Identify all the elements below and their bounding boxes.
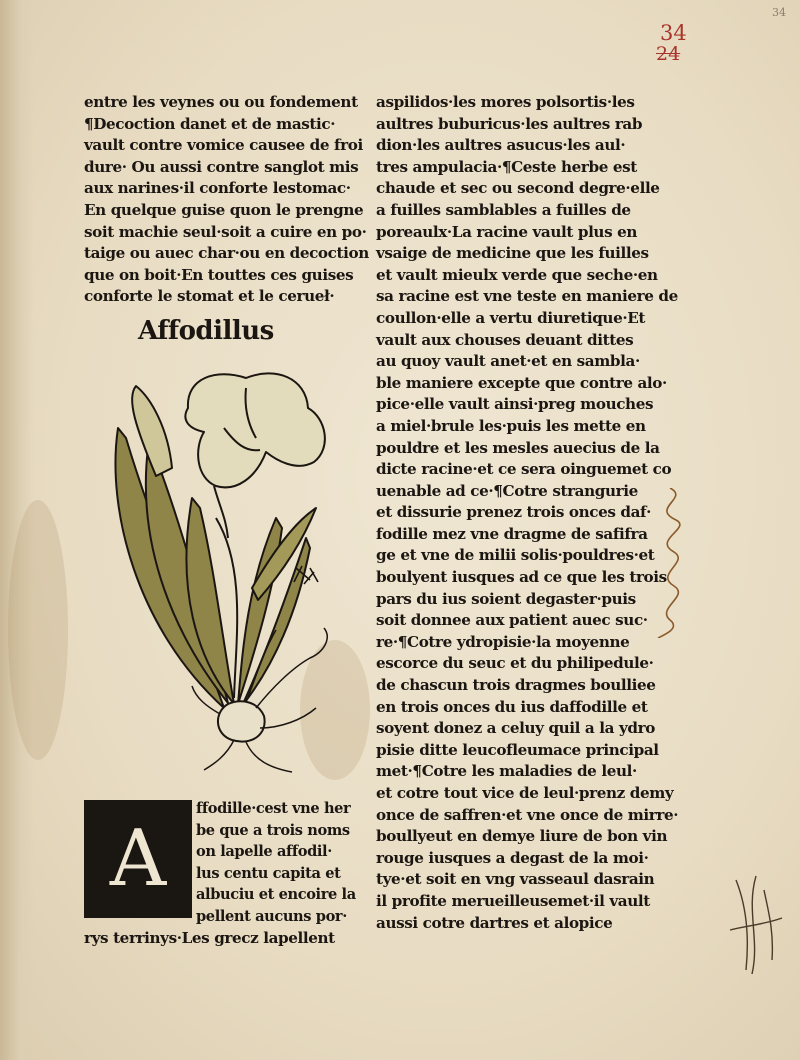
handwritten-margin-note	[716, 870, 786, 980]
text-line: entre les veynes ou ou fondement	[84, 93, 358, 111]
left-column-continuation	[196, 798, 356, 928]
text-line: boulyent iusques ad ce que les trois	[376, 568, 667, 587]
text-line: soit machie seul·soit a cuire en po·	[84, 222, 367, 241]
text-line: pellent aucuns por·	[196, 907, 347, 925]
text-line: poreaulx·La racine vault plus en	[376, 222, 638, 241]
text-line: escorce du seuc et du philipedule·	[376, 654, 654, 673]
text-line: fodille mez vne dragme de safifra	[376, 524, 648, 543]
text-line: soit donnee aux patient auec suc·	[376, 611, 648, 630]
text-line: aspilidos·les mores polsortis·les	[376, 93, 635, 111]
text-line: on lapelle affodil·	[196, 843, 332, 861]
text-line: pice·elle vault ainsi·preg mouches	[376, 395, 654, 414]
text-line: que on boit·En touttes ces guises	[84, 265, 354, 284]
decorated-initial	[84, 800, 192, 918]
text-line: a miel·brule les·puis les mette en	[376, 416, 646, 435]
margin-scribble	[640, 488, 690, 638]
text-line: et dissurie prenez trois onces daf·	[376, 503, 652, 522]
text-line: albuciu et encoire la	[196, 886, 356, 904]
text-line: ble maniere excepte que contre alo·	[376, 373, 667, 392]
text-line: tye·et soit en vng vasseaul dasrain	[376, 870, 655, 889]
text-line: pouldre et les mesles auecius de la	[376, 438, 660, 457]
left-column-text	[84, 92, 369, 308]
text-line: vault contre vomice causee de froi	[84, 136, 363, 155]
text-line: ge et vne de milii solis·pouldres·et	[376, 546, 655, 565]
text-line: taige ou auec char·ou en decoction	[84, 244, 369, 263]
text-line: dure· Ou aussi contre sanglot mis	[84, 157, 359, 176]
text-line: ¶Decoction danet et de mastic·	[84, 114, 336, 133]
text-line: chaude et sec ou second degre·elle	[376, 179, 660, 198]
paper-stain	[8, 500, 68, 760]
text-line: re·¶Cotre ydropisie·la moyenne	[376, 632, 630, 651]
text-line: once de saffren·et vne once de mirre·	[376, 805, 679, 824]
text-line: en trois onces du ius daffodille et	[376, 697, 648, 716]
text-line: a fuilles samblables a fuilles de	[376, 200, 631, 219]
text-line: be que a trois noms	[196, 821, 350, 839]
initial-letter: A	[109, 814, 167, 904]
text-line: met·¶Cotre les maladies de leul·	[376, 762, 637, 781]
text-line: vsaige de medicine que les fuilles	[376, 244, 649, 263]
text-line: tres ampulacia·¶Ceste herbe est	[376, 157, 637, 176]
text-line: rouge iusques a degast de la moi·	[376, 848, 649, 867]
text-line: En quelque guise quon le prengne	[84, 200, 364, 219]
text-line: coullon·elle a vertu diuretique·Et	[376, 308, 646, 327]
text-line: aux narines·il conforte lestomac·	[84, 179, 351, 198]
text-line: rys terrinys·Les grecz lapellent	[84, 929, 335, 947]
text-line: dion·les aultres asucus·les aul·	[376, 136, 626, 155]
text-line: soyent donez a celuy quil a la ydro	[376, 719, 655, 738]
text-line: pars du ius soient degaster·puis	[376, 589, 636, 608]
text-line: aussi cotre dartres et alopice	[376, 913, 613, 932]
asphodel-woodcut-illustration	[96, 368, 358, 780]
text-line: uenable ad ce·¶Cotre strangurie	[376, 481, 638, 500]
folio-number-struck: 24	[656, 43, 681, 65]
text-line: et cotre tout vice de leul·prenz demy	[376, 784, 674, 802]
text-line: vault aux chouses deuant dittes	[376, 330, 634, 349]
right-column-text	[376, 92, 679, 934]
corner-page-number: 34	[772, 6, 786, 19]
text-line: au quoy vault anet·et en sambla·	[376, 352, 640, 371]
text-line: ffodille·cest vne her	[196, 800, 351, 817]
text-line: boullyeut en demye liure de bon vin	[376, 827, 668, 846]
text-line: lus centu capita et	[196, 864, 341, 882]
left-column-last-line	[84, 928, 354, 950]
text-line: conforte le stomat et le cerueł·	[84, 287, 335, 306]
section-title: Affodillus	[138, 316, 274, 346]
text-line: dicte racine·et ce sera oinguemet co	[376, 460, 672, 479]
folio-number: 34	[660, 21, 687, 45]
text-line: et vault mieulx verde que seche·en	[376, 265, 658, 284]
text-line: sa racine est vne teste en maniere de	[376, 287, 678, 306]
text-line: aultres buburicus·les aultres rab	[376, 114, 643, 133]
text-line: il profite merueilleusemet·il vault	[376, 891, 650, 910]
text-line: de chascun trois dragmes boulliee	[376, 676, 656, 695]
text-line: pisie ditte leucofleumace principal	[376, 740, 659, 759]
